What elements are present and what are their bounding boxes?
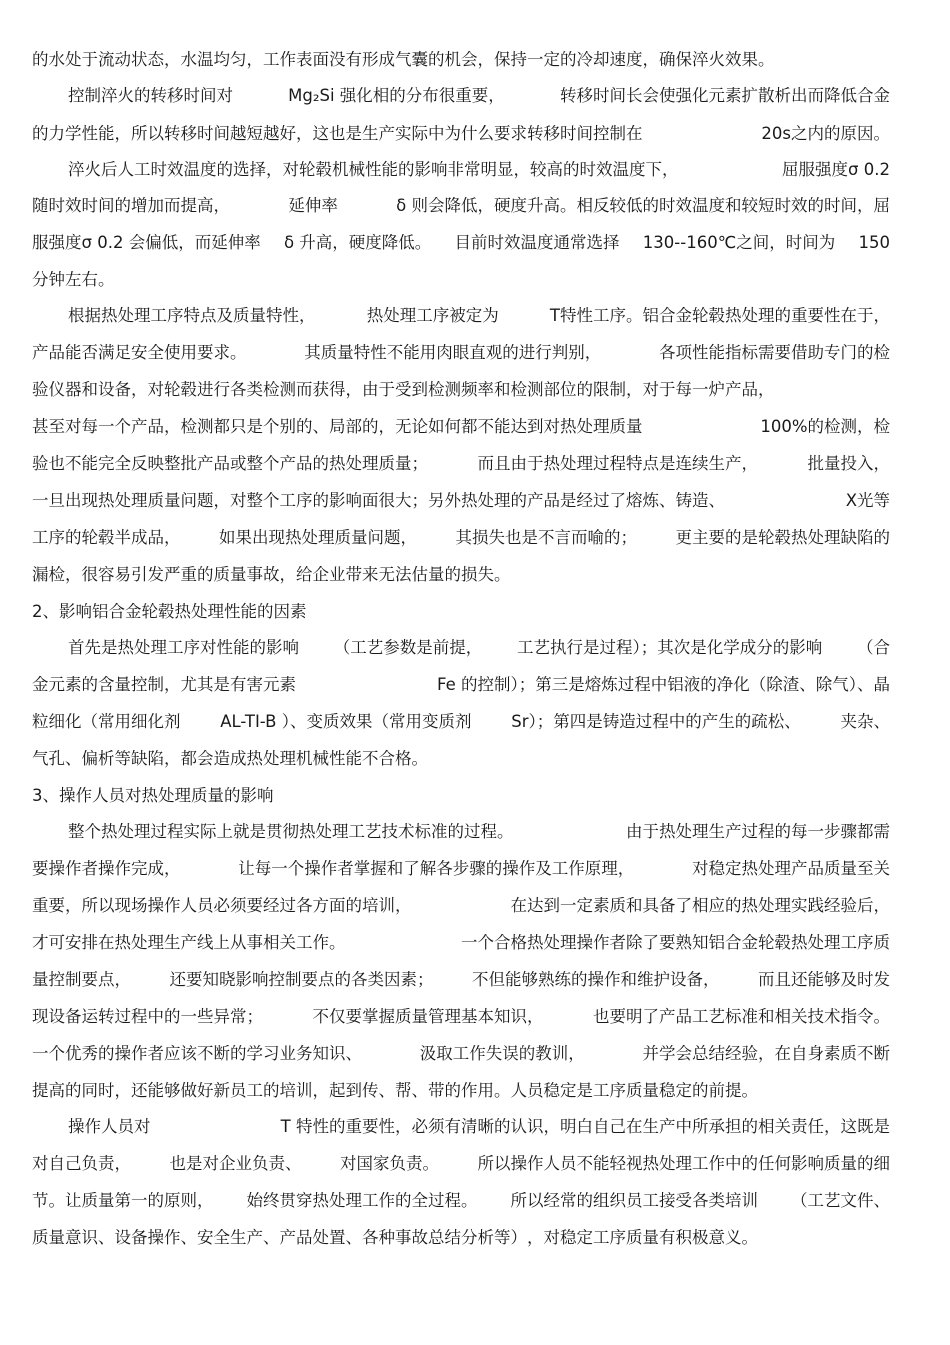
text-line (32, 524, 890, 552)
text-segment: 工艺执行是过程）；其次是化学成分的影响 (517, 638, 823, 657)
text-segment: 批量投入， (807, 454, 890, 473)
text-line (32, 413, 890, 441)
text-segment: Mg₂Si 强化相的分布很重要， (288, 86, 505, 105)
text-segment: 对国家负责。 (340, 1154, 439, 1173)
text-segment: 夹杂、 (840, 712, 890, 731)
text-segment: 也要明了产品工艺标准和相关技术指令。 (593, 1007, 890, 1026)
text-line (68, 818, 890, 846)
text-line (32, 487, 890, 515)
text-segment: （工艺文件、 (791, 1191, 890, 1210)
text-segment: 对自己负责， (32, 1154, 131, 1173)
text-segment: 一个合格热处理操作者除了要熟知铝合金轮毂热处理工序质 (461, 933, 890, 952)
section-heading: 3、操作人员对热处理质量的影响 (32, 786, 274, 805)
text-segment: 产品能否满足安全使用要求。 (32, 343, 247, 362)
text-segment: 控制淬火的转移时间对 (68, 86, 233, 105)
text-line (32, 1187, 890, 1215)
text-line (32, 966, 890, 994)
text-line (32, 1077, 890, 1105)
text-line (68, 302, 890, 330)
text-line (32, 46, 890, 74)
text-segment: 随时效时间的增加而提高， (32, 196, 230, 215)
text-segment: 目前时效温度通常选择 (454, 233, 620, 252)
text-segment: 还要知晓影响控制要点的各类因素； (169, 970, 434, 989)
text-segment: 更主要的是轮毂热处理缺陷的 (675, 528, 890, 547)
text-segment: 一个优秀的操作者应该不断的学习业务知识、 (32, 1044, 362, 1063)
text-segment: ，对稳定工序质量有积极意义。 (527, 1228, 758, 1247)
text-segment: 的水处于流动状态，水温均匀，工作表面没有形成气囊的机会，保持一定的冷却速度，确保淬火效果。 (32, 50, 775, 69)
text-line (32, 1003, 890, 1031)
text-segment: 的力学性能，所以转移时间越短越好，这也是生产实际中为什么要求转移时间控制在 (32, 124, 643, 143)
text-line (32, 855, 890, 883)
text-line (32, 229, 890, 257)
text-segment: 重要，所以现场操作人员必须要经过各方面的培训， (32, 896, 412, 915)
text-segment: 所以经常的组织员工接受各类培训 (510, 1191, 758, 1210)
text-line (32, 892, 890, 920)
text-segment: 转移时间长会使强化元素扩散析出而降低合金 (559, 86, 890, 105)
text-segment: 验仪器和设备，对轮毂进行各类检测而获得，由于受到检测频率和检测部位的限制，对于每一炉产品， (32, 380, 775, 399)
text-segment: 漏检，很容易引发严重的质量事故，给企业带来无法估量的损失。 (32, 565, 511, 584)
text-segment: T特性工序。铝合金轮毂热处理的重要性在于， (549, 306, 890, 325)
text-line (32, 1150, 890, 1178)
text-segment: 粒细化（常用细化剂 (32, 712, 181, 731)
text-segment: 而且由于热处理过程特点是连续生产， (477, 454, 758, 473)
text-segment: 节。让质量第一的原则， (32, 1191, 214, 1210)
text-line (32, 561, 890, 589)
text-segment: （合 (857, 638, 890, 657)
text-line (32, 1040, 890, 1068)
text-segment: AL-TI-B ）、变质效果（常用变质剂 (220, 712, 472, 731)
text-segment: δ 升高，硬度降低。 (283, 233, 432, 252)
text-segment: 根据热处理工序特点及质量特性， (68, 306, 316, 325)
text-segment: T 特性的重要性，必须有清晰的认识，明白自己在生产中所承担的相关责任，这既是 (280, 1117, 890, 1136)
text-segment: 一旦出现热处理质量问题，对整个工序的影响面很大；另外热处理的产品是经过了熔炼、铸造、 (32, 491, 725, 510)
text-segment: 操作人员对 (68, 1117, 151, 1136)
text-segment: 工序的轮毂半成品， (32, 528, 181, 547)
text-line (32, 929, 890, 957)
text-segment: 淬火后人工时效温度的选择，对轮毂机械性能的影响非常明显，较高的时效温度下， (68, 160, 679, 179)
text-segment: 服强度σ 0.2 会偏低，而延伸率 (32, 233, 261, 252)
section-heading: 2、影响铝合金轮毂热处理性能的因素 (32, 602, 307, 621)
text-line (32, 376, 890, 404)
text-segment: 汲取工作失误的教训， (419, 1044, 585, 1063)
text-segment: δ 则会降低，硬度升高。相反较低的时效温度和较短时效的时间，屈 (396, 196, 890, 215)
text-segment: 提高的同时，还能够做好新员工的培训，起到传、帮、带的作用。人员稳定是工序质量稳定的前提。 (32, 1081, 758, 1100)
text-segment: 验也不能完全反映整批产品或整个产品的热处理质量； (32, 454, 428, 473)
text-segment: 整个热处理过程实际上就是贯彻热处理工艺技术标准的过程。 (68, 822, 514, 841)
text-line (32, 671, 890, 699)
text-segment: 也是对企业负责、 (169, 1154, 302, 1173)
text-segment: Sr）；第四是铸造过程中的产生的疏松、 (511, 712, 801, 731)
text-segment: 而且还能够及时发 (758, 970, 890, 989)
text-segment: 现设备运转过程中的一些异常； (32, 1007, 263, 1026)
text-segment: 不仅要掌握质量管理基本知识， (312, 1007, 544, 1026)
text-line (32, 1224, 890, 1252)
text-segment: X光等 (845, 491, 890, 510)
text-segment: 首先是热处理工序对性能的影响 (68, 638, 299, 657)
text-segment: 让每一个操作者掌握和了解各步骤的操作及工作原理， (238, 859, 635, 878)
text-segment: Fe 的控制）；第三是熔炼过程中铝液的净化（除渣、除气）、晶 (437, 675, 890, 694)
text-line (32, 266, 890, 294)
text-line (68, 156, 890, 184)
text-segment: 分钟左右。 (32, 270, 115, 289)
text-line (68, 634, 890, 662)
text-segment: 延伸率 (288, 196, 338, 215)
text-line (32, 192, 890, 220)
text-segment: 其质量特性不能用肉眼直观的进行判别， (304, 343, 602, 362)
text-line (32, 745, 890, 773)
text-line (68, 82, 890, 110)
text-segment: 屈服强度σ 0.2 (782, 160, 890, 179)
text-segment: （工艺参数是前提， (333, 638, 483, 657)
text-segment: 150 (858, 233, 890, 252)
text-line (32, 339, 890, 367)
text-segment: 气孔、偏析等缺陷，都会造成热处理机械性能不合格。 (32, 749, 428, 768)
text-segment: 100%的检测，检 (760, 417, 890, 436)
text-line (32, 120, 890, 148)
text-segment: 不但能够熟练的操作和维护设备， (472, 970, 720, 989)
text-line (68, 1113, 890, 1141)
text-segment: 130--160℃之间，时间为 (642, 233, 836, 252)
text-segment: 要操作者操作完成， (32, 859, 181, 878)
text-segment: 其损失也是不言而喻的； (455, 528, 637, 547)
text-segment: 质量意识、设备操作、安全生产、产品处置、各种事故总结分析等） (32, 1228, 527, 1247)
text-segment: 各项性能指标需要借助专门的检 (659, 343, 890, 362)
text-segment: 热处理工序被定为 (366, 306, 499, 325)
text-segment: 并学会总结经验，在自身素质不断 (642, 1044, 890, 1063)
text-segment: 甚至对每一个产品，检测都只是个别的、局部的，无论如何都不能达到对热处理质量 (32, 417, 643, 436)
text-segment: 在达到一定素质和具备了相应的热处理实践经验后， (510, 896, 890, 915)
text-segment: 如果出现热处理质量问题， (219, 528, 417, 547)
text-line (32, 708, 890, 736)
text-segment: 始终贯穿热处理工作的全过程。 (246, 1191, 478, 1210)
text-segment: 金元素的含量控制，尤其是有害元素 (32, 675, 296, 694)
text-segment: 对稳定热处理产品质量至关 (692, 859, 890, 878)
text-segment: 由于热处理生产过程的每一步骤都需 (626, 822, 890, 841)
text-segment: 20s之内的原因。 (761, 124, 890, 143)
text-segment: 才可安排在热处理生产线上从事相关工作。 (32, 933, 346, 952)
text-line (32, 450, 890, 478)
text-segment: 量控制要点， (32, 970, 131, 989)
text-segment: 所以操作人员不能轻视热处理工作中的任何影响质量的细 (477, 1154, 890, 1173)
